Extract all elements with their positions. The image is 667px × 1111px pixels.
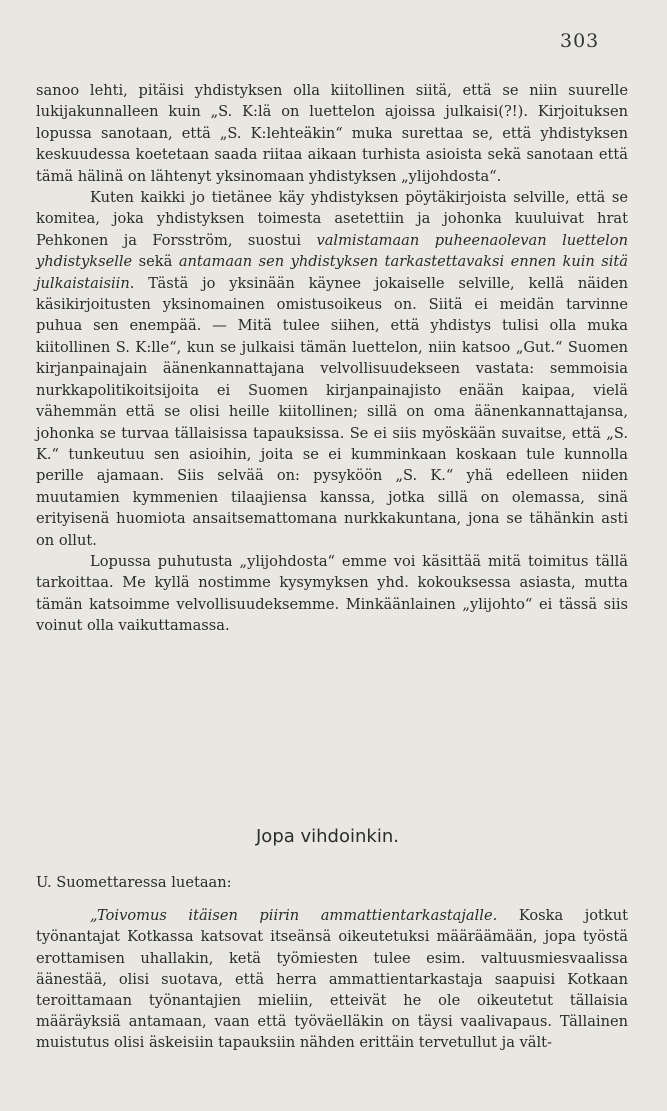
section-paragraph [36, 905, 628, 1053]
italic-text: antamaan sen yhdistyksen tarkastettavaksi ennen kuin sitä julkaistaisiin. [36, 253, 629, 292]
text-run: sanoo lehti, pitäisi yhdistyksen olla kiitollinen siitä, että se niin suurelle lukijakunnalleen kuin „S. K:lä on luettelon ajoissa julkaisi(?!). Kirjoituksen lopussa sanotaan, että „S. K:lehteäkin“ muka surettaa se, että yhdistyksen keskuudessa koetetaan saada riitaa aikaan turhista asioista sekä sanotaan että tämä hälinä on lähtenyt yksinomaan yhdistyksen „ylijohdosta“. [36, 82, 628, 185]
paragraph [36, 187, 628, 551]
text-run: sekä [132, 253, 179, 271]
italic-text: valmistamaan puheenaolevan luettelon yhdistykselle [36, 231, 628, 271]
text-run: Lopussa puhutusta „ylijohdosta“ emme voi käsittää mitä toimitus tällä tarkoittaa. Me kyllä nostimme kysymyksen yhd. kokouksessa asiasta, mutta tämän katsoimme velvollisuudeksemme. Minkäänlainen „ylijohto“ ei tässä siis voinut olla vaikuttamassa. [36, 552, 628, 635]
section-heading: Jopa vihdoinkin. [256, 826, 399, 847]
article-body [36, 80, 628, 637]
page-number: 303 [560, 30, 600, 52]
italic-text: „Toivomus itäisen piirin ammattientarkastajalle. [90, 907, 498, 925]
paragraph [36, 551, 628, 637]
section-intro: U. Suomettaressa luetaan: [36, 874, 232, 891]
text-run: Koska jotkut työnantajat Kotkassa katsovat itseänsä oikeutetuksi määräämään, jopa työstä erottamisen uhallakin, ketä työmiesten tulee esim. valtuusmiesvaalissa äänestää, olisi suotava, että herra ammattientarkastaja saapuisi Kotkaan teroittamaan työnantajien mieliin, etteivät he ole oikeutetut tällaisia määräyksiä antamaan, vaan että työväelläkin on täysi vaalivapaus. Tällainen muistutus olisi äskeisiin tapauksiin nähden erittäin tervetullut ja vält- [36, 907, 629, 1052]
paragraph [36, 80, 628, 187]
text-run: Tästä jo yksinään käynee jokaiselle selville, kellä näiden käsikirjoitusten yksinomainen omistusoikeus on. Siitä ei meidän tarvinne puhua sen enempää. — Mitä tulee siihen, että yhdistys tulisi olla muka kiitollinen S. K:lle“, kun se julkaisi tämän luettelon, niin katsoo „Gut.“ Suomen kirjanpainajain äänenkannattajana velvollisuudekseen vastata: semmoisia nurkkapolitikoitsijoita ei Suomen kirjanpainajisto enään kaipaa, vielä vähemmän että se olisi heille kiitollinen; sillä on oma äänenkannattajansa, johonka se turvaa tällaisissa tapauksissa. Se ei siis myöskään suvaitse, että „S. K.“ tunkeutuu sen asioihin, joita se ei kumminkaan koskaan tule kunnolla perille ajamaan. Siis selvää on: pysyköön „S. K.“ yhä edelleen niiden muutamien kymmenien tilaajiensa kanssa, jotka sillä on olemassa, sinä erityisenä huomiota ansaitsemattomana nurkkakuntana, jona se tähänkin asti on ollut. [36, 274, 628, 549]
text-run: Kuten kaikki jo tietänee käy yhdistyksen pöytäkirjoista selville, että se komitea, joka yhdistyksen toimesta asetettiin ja johonka kuuluivat hrat Pehkonen ja Forsström, suostui [36, 189, 628, 249]
section-body [36, 872, 628, 1054]
